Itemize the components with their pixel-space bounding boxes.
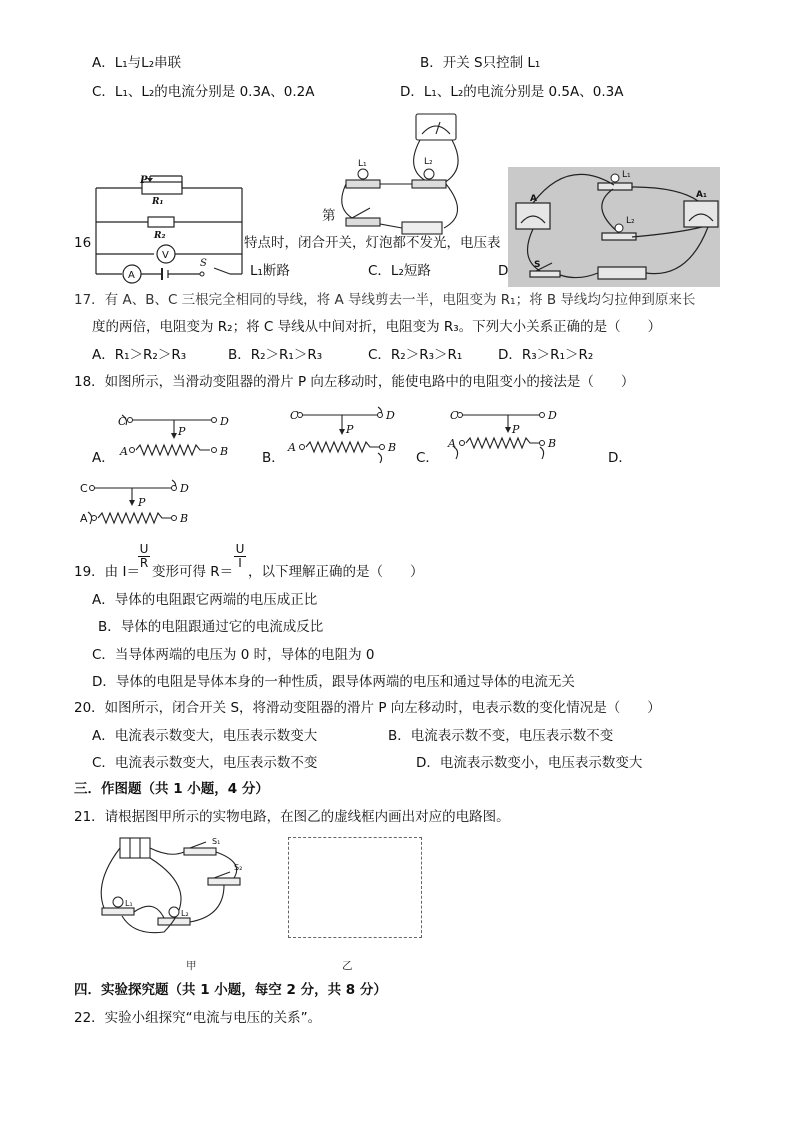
q19-middle: 变形可得 R＝ [152, 564, 234, 580]
q19-suffix: ，以下理解正确的是（ ） [248, 564, 424, 580]
terminal-c: C [118, 415, 127, 428]
slider-arrow-icon [129, 500, 135, 506]
q20-option-c: C．电流表示数变大，电压表示数不变 [92, 755, 318, 771]
q17-line2: 度的两倍，电阻变为 R₂；将 C 导线从中间对折，电阻变为 R₃。下列大小关系正确的是（ ） [92, 319, 662, 335]
q21-label-l1: L₁ [125, 899, 133, 908]
photo-label-a: A [530, 194, 537, 204]
terminal-d: D [548, 409, 557, 422]
label-r2: R₂ [154, 231, 166, 241]
terminal-a: A [288, 441, 296, 454]
slider-arrow-icon [171, 433, 177, 439]
slider-p: P [178, 425, 186, 438]
slider-arrow-icon [339, 429, 345, 435]
terminal-b: B [548, 437, 557, 450]
bulb-l2-icon [169, 907, 179, 917]
q21-label-s1: S₁ [212, 837, 221, 846]
q15-option-c: C．L₁、L₂的电流分别是 0.3A、0.2A [92, 84, 315, 100]
q17-option-d: D．R₃＞R₁＞R₂ [498, 347, 594, 363]
q21-figure-jia [94, 832, 254, 942]
q18-label-c: C． [416, 450, 439, 466]
q21-stem: 21．请根据图甲所示的实物电路，在图乙的虚线框内画出对应的电路图。 [74, 809, 510, 825]
terminal-d: D [220, 415, 229, 428]
caption-yi: 乙 [342, 960, 353, 972]
terminal-a: A [448, 437, 456, 450]
label-s: S [200, 258, 207, 269]
slider-p: P [512, 423, 520, 436]
label-a: A [128, 270, 135, 281]
q21-label-s2: S₂ [234, 863, 243, 872]
q16-fragment-prefix: 第 [322, 208, 336, 224]
q16-option-d: D [498, 263, 509, 279]
q20-stem: 20．如图所示，闭合开关 S，将滑动变阻器的滑片 P 向左移动时，电表示数的变化情况是（ ） [74, 700, 661, 716]
circuit-diagram-rheostat [90, 170, 250, 290]
fraction-u-over-r [138, 543, 150, 570]
fraction-denominator: R [139, 556, 149, 570]
q22-stem: 22．实验小组探究“电流与电压的关系”。 [74, 1010, 322, 1026]
terminal-d: D [180, 482, 189, 495]
terminal-b: B [220, 445, 229, 458]
q16-number: 16 [74, 235, 92, 251]
q19-prefix: 19．由 I＝ [74, 564, 140, 580]
q19-option-a: A．导体的电阻跟它两端的电压成正比 [92, 592, 318, 608]
terminal-b: B [180, 512, 189, 525]
q19-option-b: B．导体的电阻跟通过它的电流成反比 [98, 619, 324, 635]
slider-arrow-icon [147, 178, 153, 182]
terminal-a: A [120, 445, 128, 458]
q16-fragment-text: 特点时，闭合开关，灯泡都不发光，电压表 [244, 235, 501, 251]
terminal-c: C [80, 482, 88, 495]
q18-stem: 18．如图所示，当滑动变阻器的滑片 P 向左移动时，能使电路中的电阻变小的接法是（ ） [74, 374, 635, 390]
rheostat-option-d [78, 476, 196, 536]
fraction-u-over-i [234, 543, 246, 570]
circuit-photo-ammeters [508, 167, 720, 287]
q20-option-a: A．电流表示数变大，电压表示数变大 [92, 728, 318, 744]
q20-option-d: D．电流表示数变小，电压表示数变大 [416, 755, 643, 771]
q21-label-l2: L₂ [181, 909, 189, 918]
label-r1: R₁ [152, 197, 164, 207]
q15-option-d: D．L₁、L₂的电流分别是 0.5A、0.3A [400, 84, 624, 100]
bulb-l2-icon [424, 169, 434, 179]
q18-label-d: D． [608, 450, 632, 466]
terminal-c: C [290, 409, 299, 422]
label-v: V [162, 250, 169, 261]
slider-p: P [346, 423, 354, 436]
fraction-numerator: U [139, 542, 149, 556]
bulb-label-l1: L₁ [358, 159, 367, 169]
switch-pivot [200, 272, 204, 276]
bulb-l1-icon [358, 169, 368, 179]
bulb-label-l2: L₂ [424, 157, 433, 167]
circuit-photo-bulbs [338, 110, 468, 242]
caption-jia: 甲 [186, 960, 197, 972]
q15-option-b: B．开关 S只控制 L₁ [420, 55, 541, 71]
bulb-l1-icon [113, 897, 123, 907]
photo-bulb-l2-icon [615, 224, 623, 232]
section-4-heading: 四．实验探究题（共 1 小题，每空 2 分，共 8 分） [74, 982, 387, 998]
terminal-d: D [386, 409, 395, 422]
q19-option-d: D．导体的电阻是导体本身的一种性质，跟导体两端的电压和通过导体的电流无关 [92, 674, 575, 690]
photo-label-s: S [534, 260, 541, 270]
q19-option-c: C．当导体两端的电压为 0 时，导体的电阻为 0 [92, 647, 375, 663]
slider-p: P [138, 496, 146, 509]
q17-option-c: C．R₂＞R₃＞R₁ [368, 347, 463, 363]
fraction-denominator: I [238, 556, 242, 570]
fraction-numerator: U [235, 542, 245, 556]
terminal-a: A [80, 512, 88, 525]
slider-arrow-icon [505, 427, 511, 433]
q17-option-b: B．R₂＞R₁＞R₃ [228, 347, 323, 363]
q16-option-c: C．L₂短路 [368, 263, 431, 279]
photo-label-l2: L₂ [626, 216, 635, 226]
q18-label-b: B． [262, 450, 285, 466]
q17-option-a: A．R₁＞R₂＞R₃ [92, 347, 187, 363]
label-p: P [140, 175, 148, 186]
photo-label-a1: A₁ [696, 190, 707, 200]
photo-bulb-l1-icon [611, 174, 619, 182]
q15-option-a: A．L₁与L₂串联 [92, 55, 182, 71]
q18-label-a: A． [92, 450, 115, 466]
q20-option-b: B．电流表示数不变，电压表示数不变 [388, 728, 614, 744]
q17-line1: 17．有 A、B、C 三根完全相同的导线，将 A 导线剪去一半，电阻变为 R₁；将 B 导线均匀拉伸到原来长 [74, 292, 696, 308]
rheostat-option-b [286, 403, 404, 467]
terminal-b: B [388, 441, 397, 454]
section-3-heading: 三．作图题（共 1 小题，4 分） [74, 781, 269, 797]
terminal-c: C [450, 409, 459, 422]
rheostat-option-a [118, 405, 236, 465]
q16-option-b: L₁断路 [250, 263, 290, 279]
rheostat-option-c [446, 403, 564, 467]
photo-label-l1: L₁ [622, 170, 631, 180]
q21-figure-yi-box [288, 837, 422, 938]
